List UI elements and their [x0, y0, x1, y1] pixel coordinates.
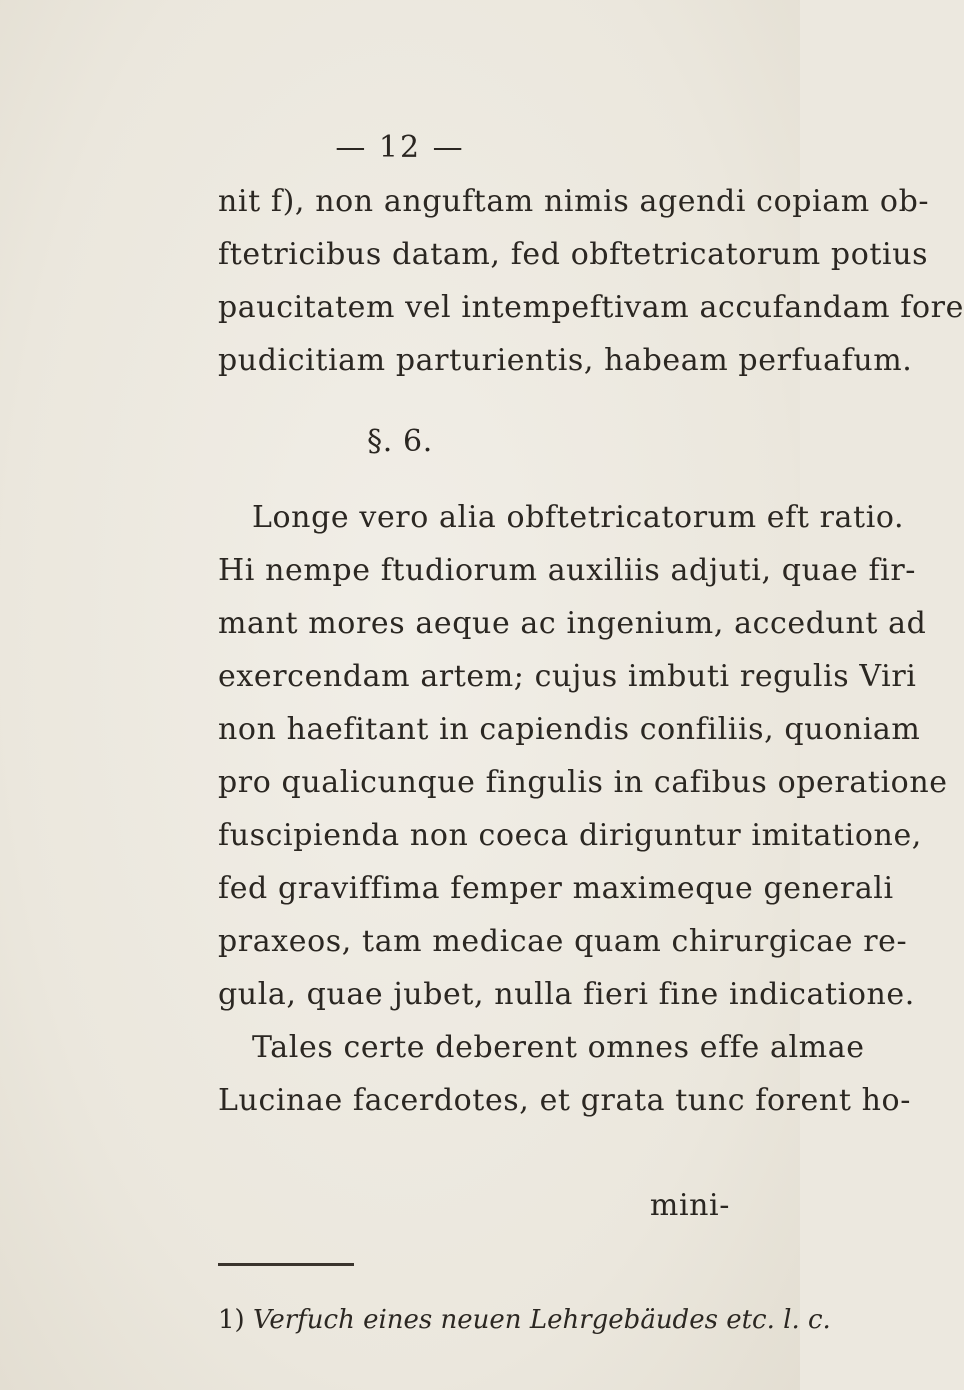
text-line: praxeos, tam medicae quam chirurgicae re- — [218, 924, 908, 959]
text-line: Hi nempe ftudiorum auxiliis adjuti, quae fir- — [218, 553, 917, 588]
text-line: Tales certe deberent omnes effe almae — [252, 1030, 865, 1065]
footnote-rule — [218, 1263, 354, 1266]
text-line: gula, quae jubet, nulla fieri fine indicatione. — [218, 977, 915, 1012]
text-line: pro qualicunque fingulis in cafibus operatione — [218, 765, 948, 800]
text-line: exercendam artem; cujus imbuti regulis Viri — [218, 659, 917, 694]
text-line: nit f), non anguftam nimis agendi copiam ob- — [218, 184, 930, 219]
footnote-text: Verfuch eines neuen Lehrgebäudes etc. l. c. — [252, 1305, 831, 1335]
section-heading: §. 6. — [367, 424, 433, 459]
text-line: Lucinae facerdotes, et grata tunc forent ho- — [218, 1083, 911, 1118]
text-line: pudicitiam parturientis, habeam perfuafum. — [218, 343, 913, 378]
text-line: fed graviffima femper maximeque generali — [218, 871, 894, 906]
text-line: fuscipienda non coeca diriguntur imitatione, — [218, 818, 922, 853]
text-line: mant mores aeque ac ingenium, accedunt ad — [218, 606, 927, 641]
text-line: paucitatem vel intempeftivam accufandam fore — [218, 290, 964, 325]
page-number: — 12 — — [335, 130, 465, 165]
text-line: Longe vero alia obftetricatorum eft ratio. — [252, 500, 905, 535]
text-line: ftetricibus datam, fed obftetricatorum potius — [218, 237, 929, 272]
footnote-marker: 1) — [218, 1305, 245, 1335]
catchword: mini- — [649, 1188, 730, 1223]
text-line: non haefitant in capiendis confiliis, quoniam — [218, 712, 921, 747]
footnote — [218, 1305, 831, 1335]
